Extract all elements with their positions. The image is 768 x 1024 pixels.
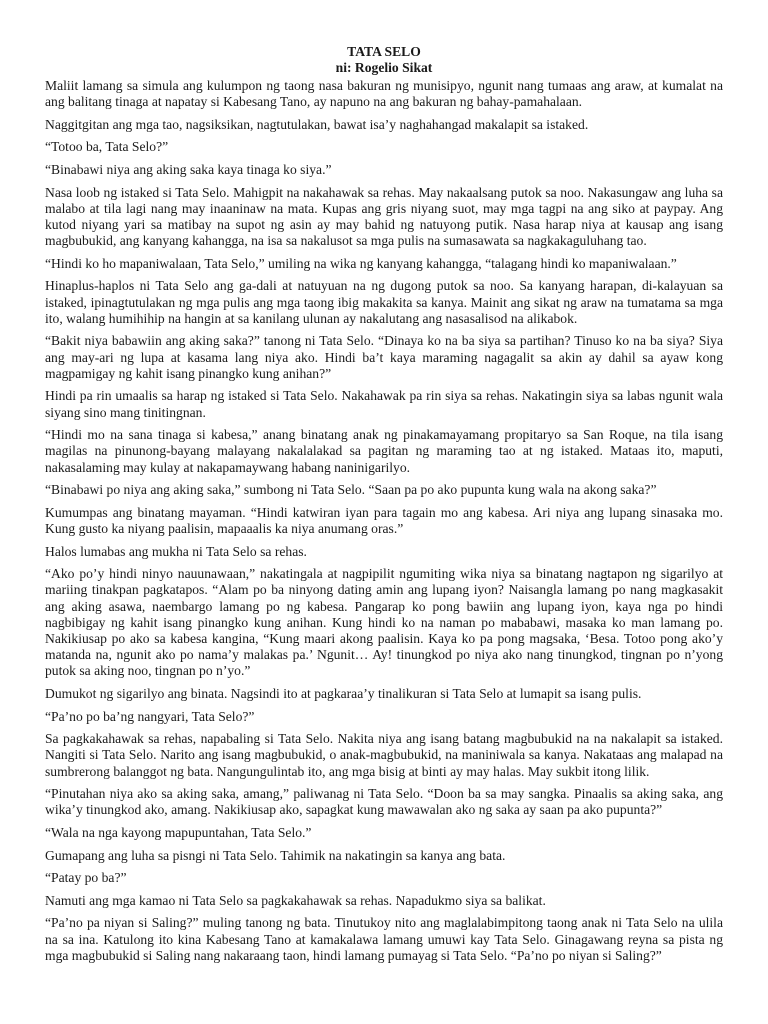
dialogue-line: “Patay po ba?”: [45, 870, 127, 886]
paragraph: Sa pagkakahawak sa rehas, napabaling si Tata Selo. Nakita niya ang isang batang magbubukid na na nakalapit sa istaked. Nangiti si Tata Selo. Narito ang isang magbubukid, o anak-magbubukid, na maniniwala sa kanya. Nakataas ang malapad na sumbrerong balanggot ng bata. Nangungulintab ito, ang mga bisig at binti ay may halas. May sukbit itong lilik.: [45, 731, 723, 779]
dialogue-line: “Hindi mo na sana tinaga si kabesa,” anang binatang anak ng pinakamayamang propitaryo sa San Roque, na tila isang magilas na pinunong-bayang malayang nakalalakad sa pagitan ng maraming tao at ng istaked. Mataas ito, maputi, nakasalaming may kulay at nakapamaywang habang naninigarilyo.: [45, 427, 723, 475]
paragraph: Dumukot ng sigarilyo ang binata. Nagsindi ito at pagkaraa’y tinalikuran si Tata Selo at lumapit sa isang pulis.: [45, 685, 642, 701]
dialogue-line: “Totoo ba, Tata Selo?”: [45, 139, 169, 155]
paragraph: Naggitgitan ang mga tao, nagsiksikan, nagtutulakan, bawat isa’y naghahangad makalapit sa istaked.: [45, 116, 589, 132]
dialogue-line: “Pa’no pa niyan si Saling?” muling tanong ng bata. Tinutukoy nito ang maglalabimpitong taong anak ni Tata Selo na ulila na sa ina. Katulong ito kina Kabesang Tano at kamakalawa lamang umuwi kay Tata Selo. Ginagawang reyna sa pista ng mga magbubukid si Saling nang nakaraang taon, hindi lamang pumayag si Tata Selo. “Pa’no po niyan si Saling?”: [45, 915, 723, 963]
document-page: [45, 44, 723, 970]
dialogue-line: “Bakit niya babawiin ang aking saka?” tanong ni Tata Selo. “Dinaya ko na ba siya sa partihan? Tinuso ko na ba siya? Siya ang may-ari ng lupa at kasama lang niya ako. Hindi ba’t kaya maraming nagagalit sa akin ay dahil sa ayaw kong magpamigay ng kahit isang pinangko kung anihan?”: [45, 333, 723, 381]
story-author: ni: Rogelio Sikat: [335, 60, 433, 75]
dialogue-line: “Hindi ko ho mapaniwalaan, Tata Selo,” umiling na wika ng kanyang kahangga, “talagang hindi ko mapaniwalaan.”: [45, 255, 677, 271]
dialogue-line: “Wala na nga kayong mapupuntahan, Tata Selo.”: [45, 824, 312, 840]
paragraph: Namuti ang mga kamao ni Tata Selo sa pagkakahawak sa rehas. Napadukmo siya sa balikat.: [45, 892, 546, 908]
dialogue-line: “Binabawi po niya ang aking saka,” sumbong ni Tata Selo. “Saan pa po ako pupunta kung wala na akong saka?”: [45, 482, 657, 498]
paragraph: Kumumpas ang binatang mayaman. “Hindi katwiran iyan para tagain mo ang kabesa. Ari niya ang lupang sinasaka mo. Kung gusto ka niyang paalisin, mapaaalis ka niya anumang oras.”: [45, 504, 723, 536]
story-title: TATA SELO: [347, 44, 421, 59]
paragraph: Halos lumabas ang mukha ni Tata Selo sa rehas.: [45, 543, 307, 559]
dialogue-line: “Pinutahan niya ako sa aking saka, amang,” paliwanag ni Tata Selo. “Doon ba sa may sangka. Pinaalis sa aking saka, ang wika’y tinungkod ako, amang. Nakikiusap ako, sapagkat kung mawawalan ako ng saka ay saan pa ako pupunta?”: [45, 786, 723, 818]
dialogue-line: “Ako po’y hindi ninyo nauunawaan,” nakatingala at nagpipilit ngumiting wika niya sa binatang nagtapon ng sigarilyo at mariing tinakpan pagkatapos. “Alam po ba ninyong dating amin ang lupang iyon? Naisangla lamang po nang magkasakit ang aking asawa, naembargo lamang po ng kabesa. Pangarap ko pong bawiin ang lupang iyon, kaya nga po hindi nagbibigay ng kahit isang pinangko kung anihan. Kung hindi ko na naman po mababawi, masaka ko man lamang po. Nakikiusap po ako sa kabesa kangina, “Kung maari akong paalisin. Kaya ko pa pong magsaka, ‘Besa. Totoo pong ako’y matanda na, ngunit ako po nama’y malakas pa.’ Ngunit… Ay! tinungkod po niya ako nang tinungkod, tingnan po n’yong putok sa aking noo, tingnan po n’yo.”: [45, 566, 723, 679]
paragraph: Hindi pa rin umaalis sa harap ng istaked si Tata Selo. Nakahawak pa rin siya sa rehas. Nakatingin siya sa labas ngunit wala siyang sino mang tinitingnan.: [45, 388, 723, 420]
paragraph: Maliit lamang sa simula ang kulumpon ng taong nasa bakuran ng munisipyo, ngunit nang tumaas ang araw, at kumalat na ang balitang tinaga at napatay si Kabesang Tano, ay napuno na ang bakuran ng bahay-pamahalaan.: [45, 78, 723, 110]
paragraph: Nasa loob ng istaked si Tata Selo. Mahigpit na nakahawak sa rehas. May nakaalsang putok sa noo. Nakasungaw ang luha sa malabo at tila lagi nang may inaaninaw na mata. Kupas ang gris niyang suot, may mga tagpi na ang siko at paypay. Ang kutod niyang yari sa matibay na supot ng asin ay may bahid ng natuyong putik. Nasa harap niya at kausap ang isang magbubukid, ang kanyang kahangga, na isa sa nakalusot sa mga pulis na sumasawata sa nagkakaguluhang tao.: [45, 184, 723, 249]
dialogue-line: “Binabawi niya ang aking saka kaya tinaga ko siya.”: [45, 161, 332, 177]
story-body: [45, 78, 723, 964]
dialogue-line: “Pa’no po ba’ng nangyari, Tata Selo?”: [45, 708, 255, 724]
paragraph: Hinaplus-haplos ni Tata Selo ang ga-dali at natuyuan na ng dugong putok sa noo. Sa kanyang harapan, di-kalayuan sa istaked, ipinagtutulakan ng mga pulis ang mga taong ibig makakita sa kanya. Mainit ang sikat ng araw na tumatama sa mga ito, walang humihihip na hangin at sa kanilang ulunan ay nakalutang ang nasasalisod na alikabok.: [45, 278, 723, 326]
paragraph: Gumapang ang luha sa pisngi ni Tata Selo. Tahimik na nakatingin sa kanya ang bata.: [45, 847, 506, 863]
